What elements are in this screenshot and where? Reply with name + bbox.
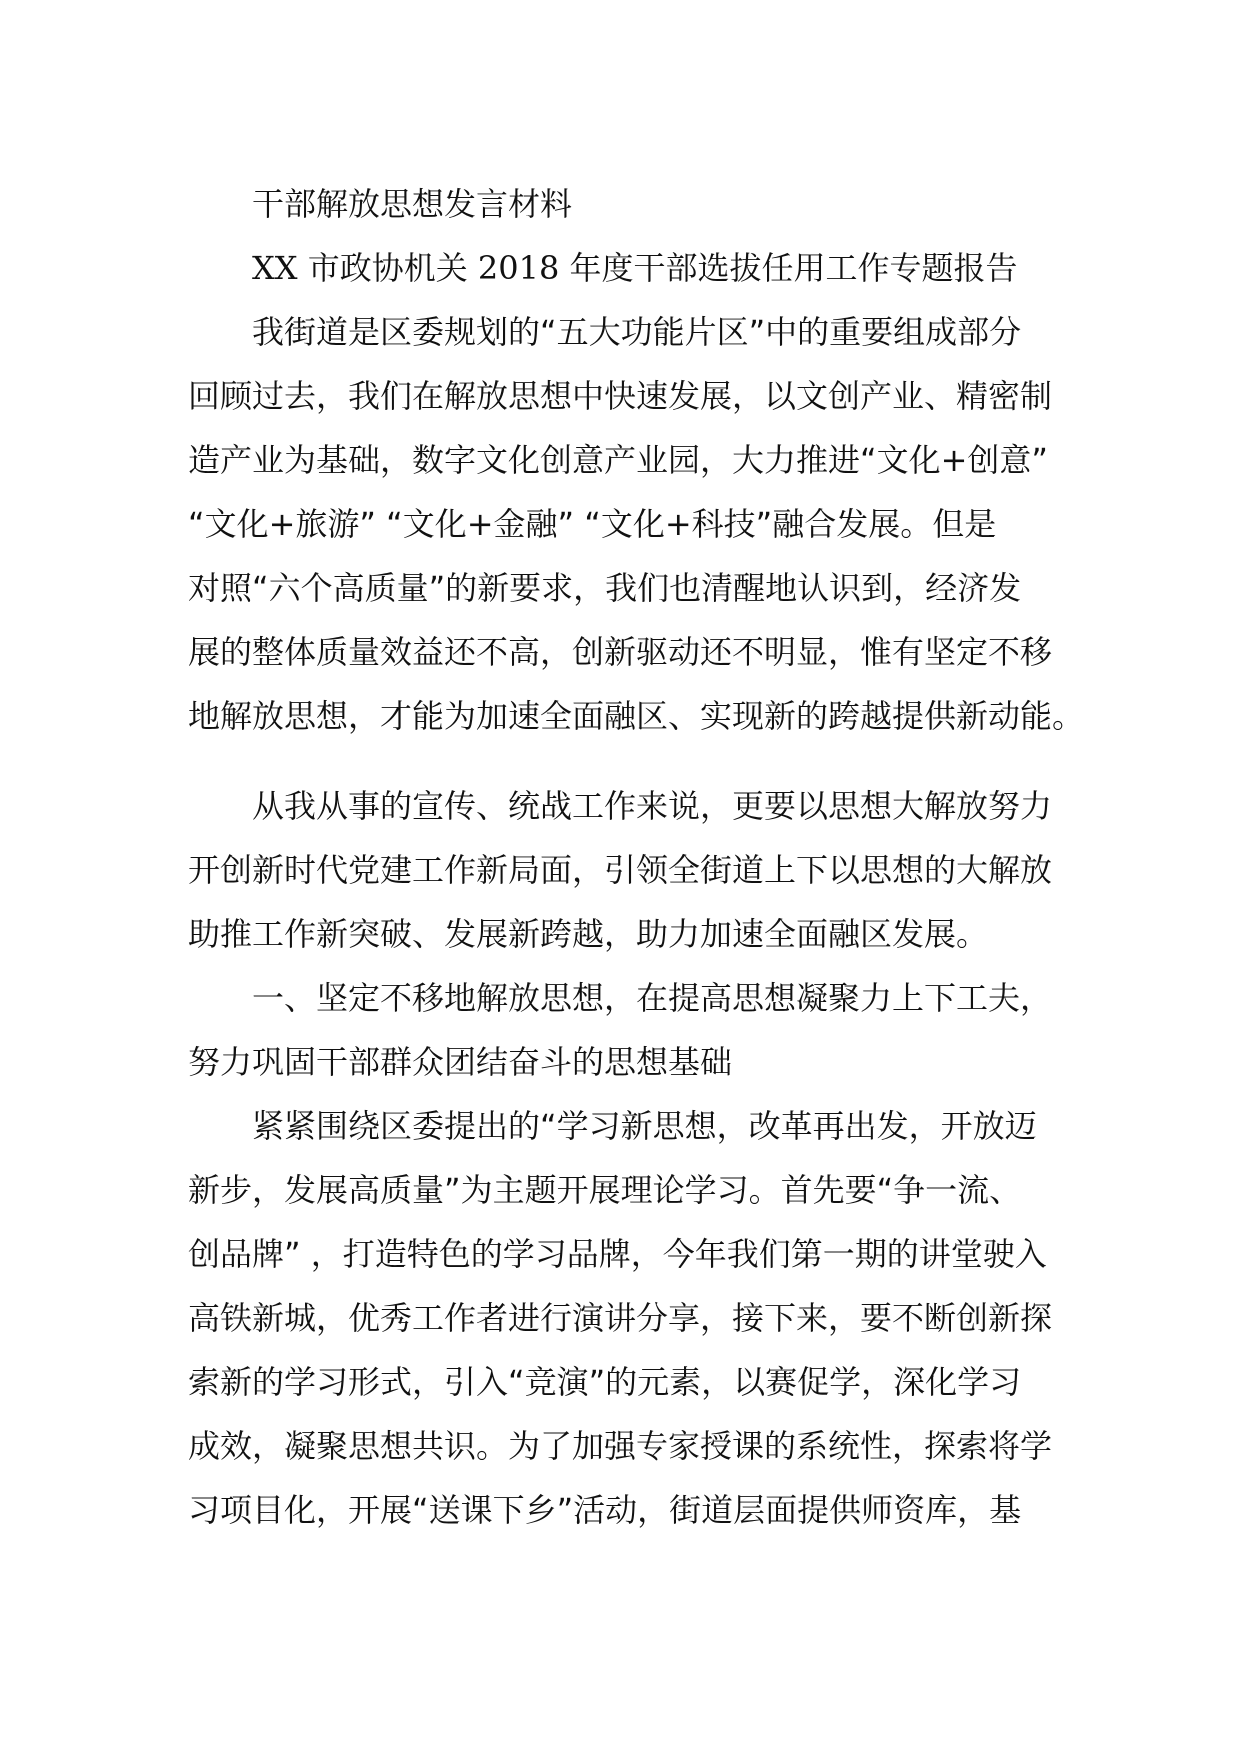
paragraph-spacer [188,748,1068,774]
paragraph-2 [188,774,1068,966]
paragraph-line: 造产业为基础，数字文化创意产业园，大力推进“文化+创意” [188,441,1048,479]
section-heading-1 [188,966,1068,1094]
paragraph-line: 对照“六个高质量”的新要求，我们也清醒地认识到，经济发 [188,569,1022,607]
paragraph-line: 紧紧围绕区委提出的“学习新思想，改革再出发，开放迈 [252,1107,1037,1145]
heading-line: 一、坚定不移地解放思想，在提高思想凝聚力上下工夫， [252,979,1053,1017]
heading-line: 努力巩固干部群众团结奋斗的思想基础 [188,1043,733,1081]
paragraph-line: 回顾过去，我们在解放思想中快速发展，以文创产业、精密制 [188,377,1053,415]
paragraph-line: “文化+旅游” “文化+金融” “文化+科技”融合发展。但是 [188,505,997,543]
paragraph-line: 新步，发展高质量”为主题开展理论学习。首先要“争一流、 [188,1171,1022,1209]
paragraph-line: 索新的学习形式，引入“竞演”的元素，以赛促学，深化学习 [188,1363,1022,1401]
paragraph-line: 创品牌” ，打造特色的学习品牌，今年我们第一期的讲堂驶入 [188,1235,1047,1273]
document-body [188,172,1085,1542]
paragraph-1 [188,300,1085,748]
paragraph-line: 从我从事的宣传、统战工作来说，更要以思想大解放努力 [252,787,1053,825]
paragraph-line: 习项目化，开展“送课下乡”活动，街道层面提供师资库，基 [188,1491,1022,1529]
paragraph-line: 高铁新城，优秀工作者进行演讲分享，接下来，要不断创新探 [188,1299,1053,1337]
document-title: 干部解放思想发言材料 [252,185,573,223]
paragraph-line: 展的整体质量效益还不高，创新驱动还不明显，惟有坚定不移 [188,633,1053,671]
paragraph-line: 地解放思想，才能为加速全面融区、实现新的跨越提供新动能。 [188,697,1085,735]
paragraph-line: 开创新时代党建工作新局面，引领全街道上下以思想的大解放 [188,851,1053,889]
paragraph-line: 我街道是区委规划的“五大功能片区”中的重要组成部分 [252,313,1022,351]
paragraph-3 [188,1094,1068,1542]
document-subtitle: XX 市政协机关 2018 年度干部选拔任用工作专题报告 [252,249,1018,287]
paragraph-line: 助推工作新突破、发展新跨越，助力加速全面融区发展。 [188,915,989,953]
paragraph-line: 成效，凝聚思想共识。为了加强专家授课的系统性，探索将学 [188,1427,1053,1465]
